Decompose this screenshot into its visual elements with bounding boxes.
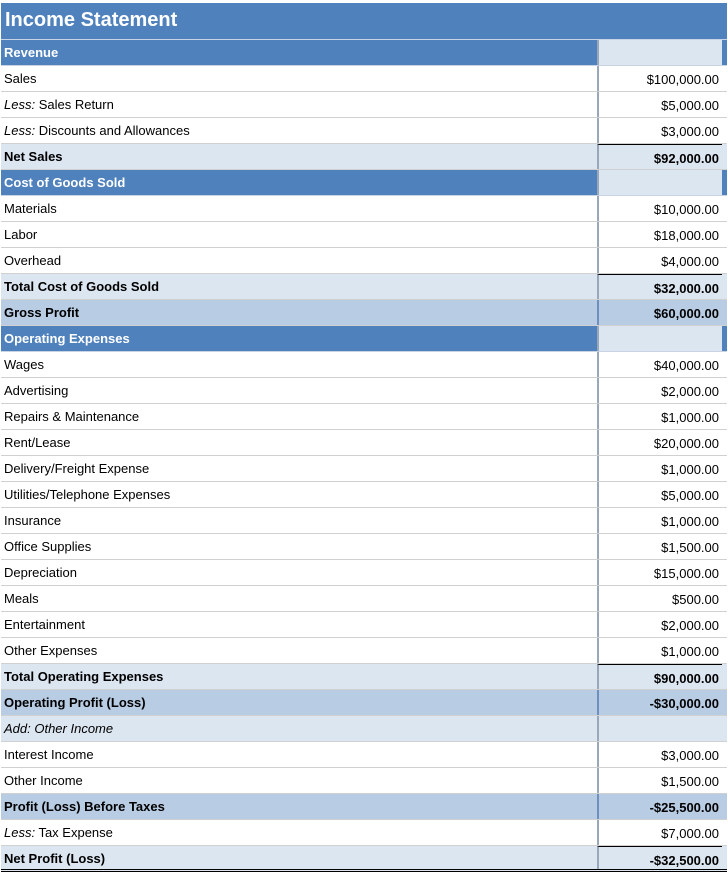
- row-label: Depreciation: [4, 565, 77, 580]
- row-label: Meals: [4, 591, 39, 606]
- statement-row: [1, 794, 727, 820]
- row-label: Delivery/Freight Expense: [4, 461, 150, 476]
- section-header-row: [1, 40, 727, 66]
- income-statement-sheet: [1, 3, 727, 872]
- row-label: Office Supplies: [4, 539, 92, 554]
- row-label: Profit (Loss) Before Taxes: [4, 799, 165, 814]
- row-amount: $5,000.00: [597, 482, 722, 507]
- statement-row: [1, 508, 727, 534]
- row-amount: [597, 40, 722, 65]
- row-label: Wages: [4, 357, 44, 372]
- statement-row: [1, 144, 727, 170]
- row-label: Operating Expenses: [4, 331, 130, 346]
- row-amount: $4,000.00: [597, 248, 722, 273]
- row-amount: $60,000.00: [597, 300, 722, 325]
- row-label: Cost of Goods Sold: [4, 175, 126, 190]
- row-label: [1, 92, 597, 117]
- statement-row: [1, 248, 727, 274]
- row-amount: [597, 716, 722, 741]
- statement-row: [1, 196, 727, 222]
- row-label: Entertainment: [4, 617, 85, 632]
- row-label: Other Expenses: [4, 643, 98, 658]
- statement-row: [1, 690, 727, 716]
- row-label: Materials: [4, 201, 57, 216]
- statement-row: [1, 638, 727, 664]
- row-label: Operating Profit (Loss): [4, 695, 146, 710]
- statement-row: [1, 768, 727, 794]
- row-label: Sales: [4, 71, 37, 86]
- statement-row: [1, 846, 727, 872]
- statement-row: [1, 274, 727, 300]
- statement-row: [1, 66, 727, 92]
- row-amount: $32,000.00: [597, 274, 722, 299]
- row-label-text: Discounts and Allowances: [35, 123, 190, 138]
- row-amount: $40,000.00: [597, 352, 722, 377]
- row-label: Advertising: [4, 383, 69, 398]
- row-label-prefix: Less:: [4, 123, 36, 138]
- statement-row: [1, 300, 727, 326]
- row-label-text: Sales Return: [35, 97, 114, 112]
- row-label: Total Cost of Goods Sold: [4, 279, 160, 294]
- statement-row: [1, 482, 727, 508]
- row-amount: $18,000.00: [597, 222, 722, 247]
- statement-row: [1, 820, 727, 846]
- statement-row: [1, 92, 727, 118]
- row-amount: $500.00: [597, 586, 722, 611]
- statement-rows: [1, 40, 727, 872]
- row-label: Interest Income: [4, 747, 94, 762]
- statement-row: [1, 352, 727, 378]
- row-amount: $10,000.00: [597, 196, 722, 221]
- row-label: Overhead: [4, 253, 62, 268]
- statement-row: [1, 560, 727, 586]
- row-amount: $3,000.00: [597, 742, 722, 767]
- statement-row: [1, 378, 727, 404]
- row-label: Labor: [4, 227, 38, 242]
- row-amount: $92,000.00: [597, 144, 722, 169]
- row-amount: -$25,500.00: [597, 794, 722, 819]
- row-label: Revenue: [4, 45, 59, 60]
- statement-row: [1, 404, 727, 430]
- row-amount: [597, 326, 722, 351]
- row-amount: $100,000.00: [597, 66, 722, 91]
- row-amount: $2,000.00: [597, 378, 722, 403]
- row-amount: $2,000.00: [597, 612, 722, 637]
- row-amount: $1,000.00: [597, 404, 722, 429]
- row-amount: $15,000.00: [597, 560, 722, 585]
- row-label: Utilities/Telephone Expenses: [4, 487, 171, 502]
- row-label: [1, 820, 597, 845]
- statement-row: [1, 118, 727, 144]
- row-label: Other Income: [4, 773, 83, 788]
- row-amount: $7,000.00: [597, 820, 722, 845]
- statement-row: [1, 456, 727, 482]
- statement-row: [1, 430, 727, 456]
- row-amount: $1,000.00: [597, 638, 722, 663]
- statement-row: [1, 612, 727, 638]
- statement-row: [1, 742, 727, 768]
- row-amount: -$30,000.00: [597, 690, 722, 715]
- row-amount: $5,000.00: [597, 92, 722, 117]
- row-label: Repairs & Maintenance: [4, 409, 140, 424]
- row-label: Net Profit (Loss): [4, 851, 106, 866]
- row-label: Rent/Lease: [4, 435, 71, 450]
- statement-row: [1, 586, 727, 612]
- row-amount: $1,500.00: [597, 768, 722, 793]
- row-label: Net Sales: [4, 149, 63, 164]
- row-label-prefix: Less:: [4, 825, 36, 840]
- row-amount: $1,000.00: [597, 456, 722, 481]
- statement-row: [1, 222, 727, 248]
- row-label-prefix: Less:: [4, 97, 36, 112]
- row-label: [1, 118, 597, 143]
- row-amount: $90,000.00: [597, 664, 722, 689]
- row-amount: $3,000.00: [597, 118, 722, 143]
- row-amount: [597, 170, 722, 195]
- statement-row: [1, 534, 727, 560]
- row-label: Gross Profit: [4, 305, 80, 320]
- section-header-row: [1, 170, 727, 196]
- row-amount: -$32,500.00: [597, 846, 722, 869]
- row-label: Insurance: [4, 513, 62, 528]
- row-label: Add: Other Income: [4, 721, 114, 736]
- row-label-text: Tax Expense: [35, 825, 113, 840]
- row-amount: $20,000.00: [597, 430, 722, 455]
- statement-row: [1, 716, 727, 742]
- statement-row: [1, 664, 727, 690]
- row-label: Total Operating Expenses: [4, 669, 164, 684]
- row-amount: $1,000.00: [597, 508, 722, 533]
- section-header-row: [1, 326, 727, 352]
- row-amount: $1,500.00: [597, 534, 722, 559]
- sheet-title: Income Statement: [1, 3, 727, 40]
